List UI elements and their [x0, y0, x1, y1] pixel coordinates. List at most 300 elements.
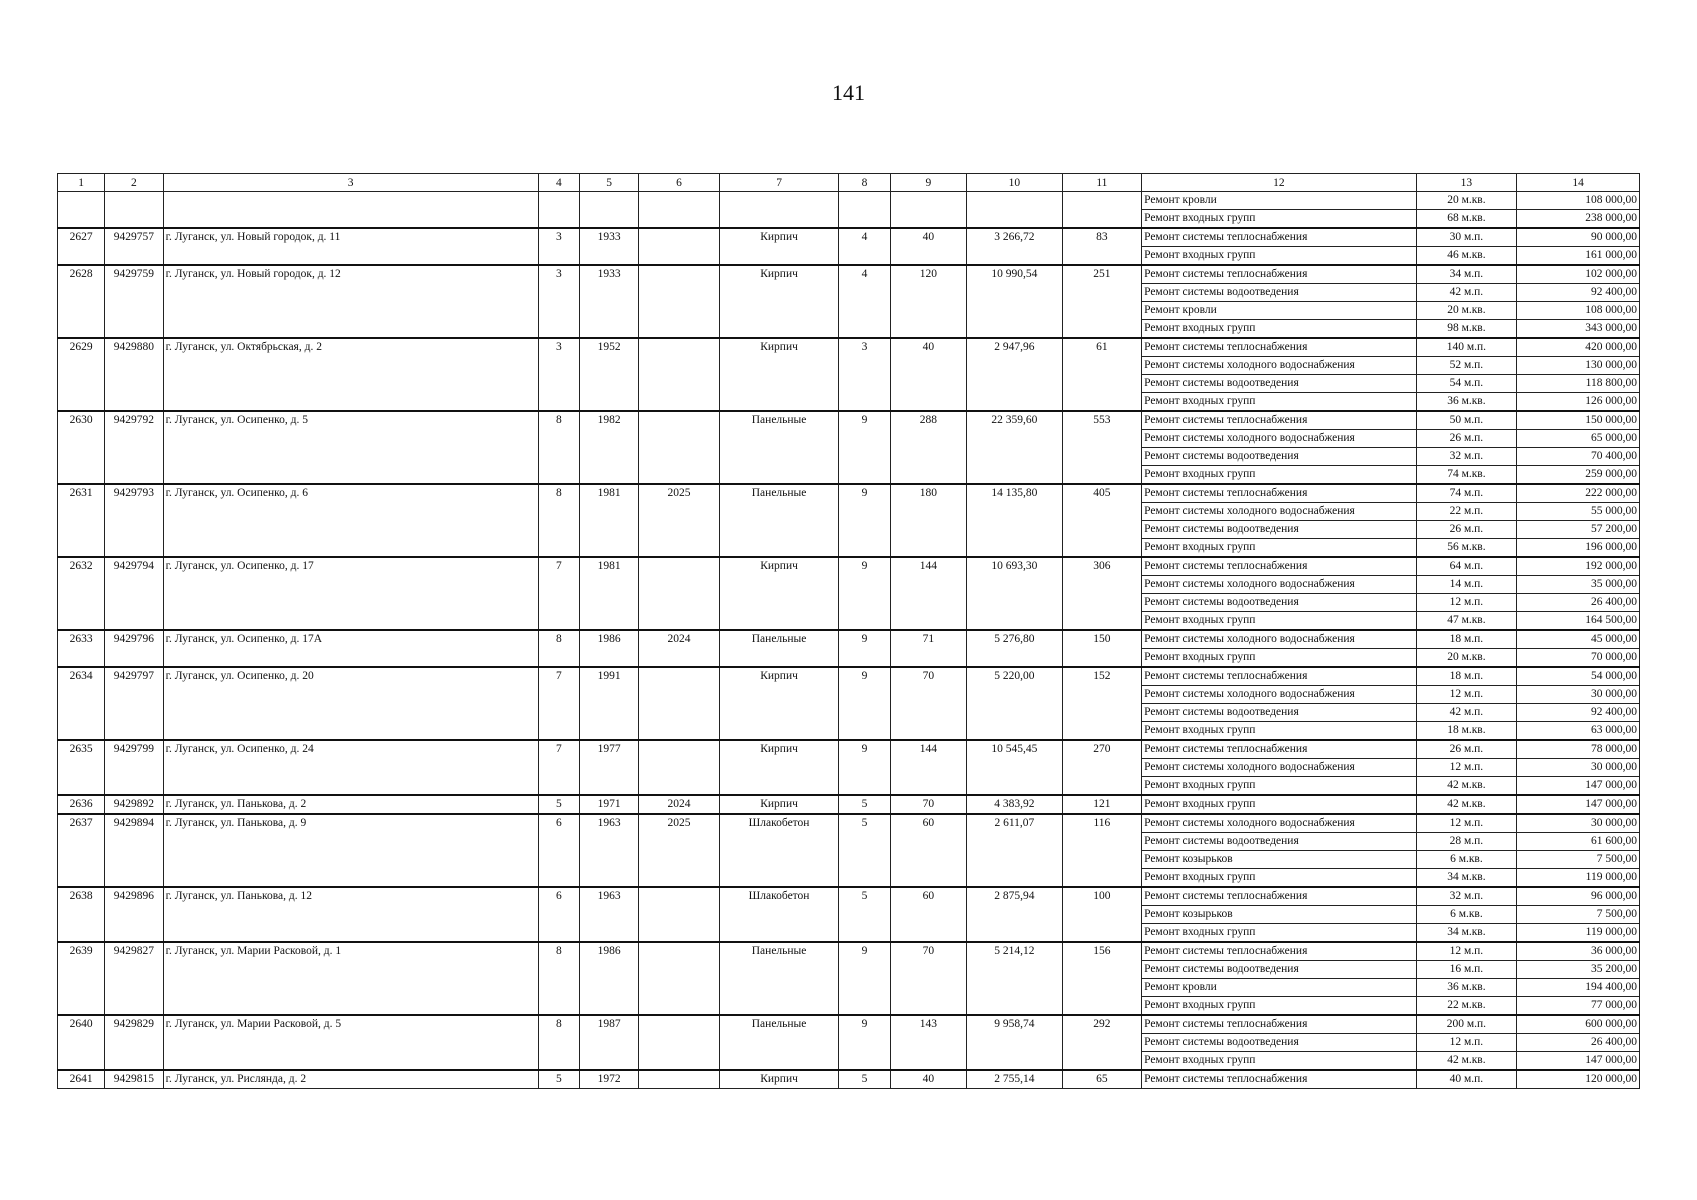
work-volume-cell: 6 м.кв. — [1416, 851, 1517, 869]
work-type-cell: Ремонт системы водоотведения — [1142, 704, 1417, 722]
table-row — [58, 557, 1640, 576]
column-header-2: 2 — [105, 174, 163, 192]
work-type-cell: Ремонт системы холодного водоснабжения — [1142, 503, 1417, 521]
address-cell: г. Луганск, ул. Марии Расковой, д. 5 — [163, 1015, 538, 1070]
residents-cell: 121 — [1062, 795, 1141, 814]
build-year-cell: 1987 — [579, 1015, 638, 1070]
work-cost-cell: 70 400,00 — [1517, 448, 1640, 466]
work-cost-cell: 45 000,00 — [1517, 630, 1640, 649]
work-type-cell: Ремонт козырьков — [1142, 906, 1417, 924]
work-volume-cell: 52 м.п. — [1416, 357, 1517, 375]
work-volume-cell: 26 м.п. — [1416, 740, 1517, 759]
row-number-cell: 2627 — [58, 228, 105, 265]
work-volume-cell: 54 м.п. — [1416, 375, 1517, 393]
residents-cell: 306 — [1062, 557, 1141, 630]
work-volume-cell: 36 м.кв. — [1416, 979, 1517, 997]
work-type-cell: Ремонт входных групп — [1142, 320, 1417, 339]
residents-cell: 83 — [1062, 228, 1141, 265]
build-year-cell: 1986 — [579, 942, 638, 1015]
object-code-cell: 9429796 — [105, 630, 163, 667]
work-type-cell: Ремонт системы теплоснабжения — [1142, 1015, 1417, 1034]
total-area-cell: 10 990,54 — [967, 265, 1063, 338]
build-year-cell: 1991 — [579, 667, 638, 740]
work-volume-cell: 12 м.п. — [1416, 942, 1517, 961]
total-area-cell: 2 875,94 — [967, 887, 1063, 942]
table-row — [58, 192, 1640, 210]
wall-material-cell: Панельные — [719, 1015, 839, 1070]
work-type-cell: Ремонт системы водоотведения — [1142, 1034, 1417, 1052]
row-number-cell: 2629 — [58, 338, 105, 411]
residents-cell: 405 — [1062, 484, 1141, 557]
floors-cell: 9 — [839, 667, 890, 740]
table-row — [58, 484, 1640, 503]
work-type-cell: Ремонт системы теплоснабжения — [1142, 740, 1417, 759]
floors-cell: 9 — [839, 630, 890, 667]
object-code-cell: 9429892 — [105, 795, 163, 814]
apartments-cell: 70 — [890, 942, 966, 1015]
floors-cell: 5 — [839, 814, 890, 887]
work-volume-cell: 42 м.п. — [1416, 704, 1517, 722]
work-type-cell: Ремонт входных групп — [1142, 539, 1417, 558]
object-code-cell: 9429794 — [105, 557, 163, 630]
column-header-13: 13 — [1416, 174, 1517, 192]
work-type-cell: Ремонт системы холодного водоснабжения — [1142, 430, 1417, 448]
work-volume-cell: 42 м.кв. — [1416, 777, 1517, 796]
residents-cell: 61 — [1062, 338, 1141, 411]
table-row — [58, 795, 1640, 814]
work-volume-cell: 46 м.кв. — [1416, 247, 1517, 266]
plan-year-cell — [639, 887, 719, 942]
work-cost-cell: 161 000,00 — [1517, 247, 1640, 266]
address-cell: г. Луганск, ул. Осипенко, д. 17 — [163, 557, 538, 630]
work-type-cell: Ремонт системы теплоснабжения — [1142, 557, 1417, 576]
work-type-cell: Ремонт входных групп — [1142, 869, 1417, 888]
wall-material-cell: Панельные — [719, 942, 839, 1015]
row-number-cell: 2630 — [58, 411, 105, 484]
table-row — [58, 1015, 1640, 1034]
build-year-cell — [579, 192, 638, 229]
floors-cell: 5 — [839, 1070, 890, 1089]
apartments-cell: 288 — [890, 411, 966, 484]
work-volume-cell: 28 м.п. — [1416, 833, 1517, 851]
total-area-cell: 10 693,30 — [967, 557, 1063, 630]
plan-year-cell — [639, 192, 719, 229]
work-type-cell: Ремонт системы холодного водоснабжения — [1142, 630, 1417, 649]
work-cost-cell: 7 500,00 — [1517, 851, 1640, 869]
floors-cell: 4 — [839, 228, 890, 265]
col-4-value-cell: 3 — [538, 265, 579, 338]
work-type-cell: Ремонт входных групп — [1142, 247, 1417, 266]
build-year-cell: 1981 — [579, 557, 638, 630]
object-code-cell: 9429896 — [105, 887, 163, 942]
col-4-value-cell: 8 — [538, 942, 579, 1015]
work-cost-cell: 420 000,00 — [1517, 338, 1640, 357]
work-volume-cell: 22 м.п. — [1416, 503, 1517, 521]
row-number-cell: 2633 — [58, 630, 105, 667]
col-4-value-cell: 3 — [538, 338, 579, 411]
apartments-cell: 180 — [890, 484, 966, 557]
total-area-cell: 5 276,80 — [967, 630, 1063, 667]
residents-cell: 116 — [1062, 814, 1141, 887]
work-volume-cell: 56 м.кв. — [1416, 539, 1517, 558]
work-type-cell: Ремонт системы водоотведения — [1142, 375, 1417, 393]
page-number: 141 — [832, 80, 865, 105]
work-volume-cell: 20 м.кв. — [1416, 302, 1517, 320]
registry-table — [57, 173, 1640, 1089]
column-header-1: 1 — [58, 174, 105, 192]
floors-cell: 5 — [839, 887, 890, 942]
work-type-cell: Ремонт системы теплоснабжения — [1142, 265, 1417, 284]
work-type-cell: Ремонт входных групп — [1142, 997, 1417, 1016]
total-area-cell: 14 135,80 — [967, 484, 1063, 557]
col-4-value-cell: 7 — [538, 557, 579, 630]
table-row — [58, 1070, 1640, 1089]
table-row — [58, 228, 1640, 247]
work-cost-cell: 77 000,00 — [1517, 997, 1640, 1016]
work-volume-cell: 74 м.кв. — [1416, 466, 1517, 485]
apartments-cell: 40 — [890, 338, 966, 411]
plan-year-cell — [639, 228, 719, 265]
plan-year-cell — [639, 942, 719, 1015]
work-type-cell: Ремонт входных групп — [1142, 393, 1417, 412]
object-code-cell: 9429894 — [105, 814, 163, 887]
apartments-cell — [890, 192, 966, 229]
work-cost-cell: 259 000,00 — [1517, 466, 1640, 485]
address-cell: г. Луганск, ул. Осипенко, д. 5 — [163, 411, 538, 484]
work-volume-cell: 18 м.кв. — [1416, 722, 1517, 741]
work-cost-cell: 92 400,00 — [1517, 704, 1640, 722]
work-volume-cell: 30 м.п. — [1416, 228, 1517, 247]
floors-cell: 5 — [839, 795, 890, 814]
work-cost-cell: 108 000,00 — [1517, 192, 1640, 210]
build-year-cell: 1981 — [579, 484, 638, 557]
address-cell: г. Луганск, ул. Марии Расковой, д. 1 — [163, 942, 538, 1015]
work-type-cell: Ремонт входных групп — [1142, 649, 1417, 668]
work-cost-cell: 120 000,00 — [1517, 1070, 1640, 1089]
total-area-cell — [967, 192, 1063, 229]
row-number-cell — [58, 192, 105, 229]
work-cost-cell: 147 000,00 — [1517, 795, 1640, 814]
wall-material-cell: Кирпич — [719, 795, 839, 814]
work-volume-cell: 12 м.п. — [1416, 814, 1517, 833]
address-cell: г. Луганск, ул. Осипенко, д. 20 — [163, 667, 538, 740]
apartments-cell: 40 — [890, 1070, 966, 1089]
work-volume-cell: 6 м.кв. — [1416, 906, 1517, 924]
table-row — [58, 942, 1640, 961]
object-code-cell: 9429797 — [105, 667, 163, 740]
table-row — [58, 265, 1640, 284]
work-cost-cell: 147 000,00 — [1517, 1052, 1640, 1071]
total-area-cell: 5 214,12 — [967, 942, 1063, 1015]
plan-year-cell — [639, 667, 719, 740]
work-type-cell: Ремонт входных групп — [1142, 924, 1417, 943]
floors-cell: 4 — [839, 265, 890, 338]
work-cost-cell: 63 000,00 — [1517, 722, 1640, 741]
apartments-cell: 60 — [890, 887, 966, 942]
work-volume-cell: 20 м.кв. — [1416, 192, 1517, 210]
work-type-cell: Ремонт системы холодного водоснабжения — [1142, 759, 1417, 777]
residents-cell: 65 — [1062, 1070, 1141, 1089]
plan-year-cell: 2024 — [639, 795, 719, 814]
work-type-cell: Ремонт системы теплоснабжения — [1142, 338, 1417, 357]
plan-year-cell — [639, 1015, 719, 1070]
work-volume-cell: 140 м.п. — [1416, 338, 1517, 357]
work-volume-cell: 22 м.кв. — [1416, 997, 1517, 1016]
table-row — [58, 338, 1640, 357]
work-type-cell: Ремонт входных групп — [1142, 722, 1417, 741]
column-header-14: 14 — [1517, 174, 1640, 192]
work-volume-cell: 32 м.п. — [1416, 887, 1517, 906]
work-cost-cell: 92 400,00 — [1517, 284, 1640, 302]
residents-cell — [1062, 192, 1141, 229]
work-cost-cell: 90 000,00 — [1517, 228, 1640, 247]
work-cost-cell: 26 400,00 — [1517, 1034, 1640, 1052]
object-code-cell: 9429827 — [105, 942, 163, 1015]
work-cost-cell: 238 000,00 — [1517, 210, 1640, 229]
work-cost-cell: 96 000,00 — [1517, 887, 1640, 906]
object-code-cell: 9429829 — [105, 1015, 163, 1070]
work-volume-cell: 18 м.п. — [1416, 630, 1517, 649]
floors-cell: 9 — [839, 942, 890, 1015]
work-volume-cell: 42 м.п. — [1416, 284, 1517, 302]
address-cell: г. Луганск, ул. Рисляндa, д. 2 — [163, 1070, 538, 1089]
apartments-cell: 60 — [890, 814, 966, 887]
work-type-cell: Ремонт кровли — [1142, 979, 1417, 997]
work-volume-cell: 47 м.кв. — [1416, 612, 1517, 631]
work-type-cell: Ремонт системы водоотведения — [1142, 594, 1417, 612]
work-cost-cell: 600 000,00 — [1517, 1015, 1640, 1034]
work-cost-cell: 130 000,00 — [1517, 357, 1640, 375]
build-year-cell: 1986 — [579, 630, 638, 667]
work-volume-cell: 34 м.п. — [1416, 265, 1517, 284]
column-header-10: 10 — [967, 174, 1063, 192]
work-cost-cell: 147 000,00 — [1517, 777, 1640, 796]
work-cost-cell: 102 000,00 — [1517, 265, 1640, 284]
work-type-cell: Ремонт системы водоотведения — [1142, 961, 1417, 979]
apartments-cell: 70 — [890, 667, 966, 740]
work-type-cell: Ремонт входных групп — [1142, 466, 1417, 485]
work-cost-cell: 78 000,00 — [1517, 740, 1640, 759]
total-area-cell: 2 611,07 — [967, 814, 1063, 887]
table-body — [58, 192, 1640, 1089]
work-type-cell: Ремонт системы теплоснабжения — [1142, 887, 1417, 906]
work-cost-cell: 54 000,00 — [1517, 667, 1640, 686]
apartments-cell: 71 — [890, 630, 966, 667]
object-code-cell: 9429793 — [105, 484, 163, 557]
floors-cell: 9 — [839, 740, 890, 795]
work-cost-cell: 119 000,00 — [1517, 924, 1640, 943]
column-header-9: 9 — [890, 174, 966, 192]
work-type-cell: Ремонт системы холодного водоснабжения — [1142, 357, 1417, 375]
work-type-cell: Ремонт системы водоотведения — [1142, 521, 1417, 539]
floors-cell: 9 — [839, 1015, 890, 1070]
table-row — [58, 814, 1640, 833]
work-type-cell: Ремонт козырьков — [1142, 851, 1417, 869]
build-year-cell: 1933 — [579, 228, 638, 265]
wall-material-cell: Панельные — [719, 411, 839, 484]
work-volume-cell: 40 м.п. — [1416, 1070, 1517, 1089]
table-row — [58, 630, 1640, 649]
wall-material-cell: Кирпич — [719, 338, 839, 411]
address-cell: г. Луганск, ул. Октябрьская, д. 2 — [163, 338, 538, 411]
work-cost-cell: 108 000,00 — [1517, 302, 1640, 320]
total-area-cell: 2 755,14 — [967, 1070, 1063, 1089]
work-type-cell: Ремонт системы холодного водоснабжения — [1142, 576, 1417, 594]
apartments-cell: 144 — [890, 557, 966, 630]
table-row — [58, 411, 1640, 430]
work-cost-cell: 119 000,00 — [1517, 869, 1640, 888]
object-code-cell: 9429799 — [105, 740, 163, 795]
column-header-11: 11 — [1062, 174, 1141, 192]
work-volume-cell: 12 м.п. — [1416, 686, 1517, 704]
work-cost-cell: 7 500,00 — [1517, 906, 1640, 924]
plan-year-cell — [639, 1070, 719, 1089]
object-code-cell — [105, 192, 163, 229]
work-cost-cell: 222 000,00 — [1517, 484, 1640, 503]
residents-cell: 251 — [1062, 265, 1141, 338]
apartments-cell: 70 — [890, 795, 966, 814]
apartments-cell: 144 — [890, 740, 966, 795]
residents-cell: 152 — [1062, 667, 1141, 740]
plan-year-cell — [639, 557, 719, 630]
plan-year-cell — [639, 265, 719, 338]
address-cell: г. Луганск, ул. Осипенко, д. 17А — [163, 630, 538, 667]
work-volume-cell: 42 м.кв. — [1416, 1052, 1517, 1071]
work-cost-cell: 55 000,00 — [1517, 503, 1640, 521]
build-year-cell: 1963 — [579, 814, 638, 887]
work-cost-cell: 61 600,00 — [1517, 833, 1640, 851]
work-volume-cell: 26 м.п. — [1416, 521, 1517, 539]
work-type-cell: Ремонт входных групп — [1142, 210, 1417, 229]
work-volume-cell: 74 м.п. — [1416, 484, 1517, 503]
work-type-cell: Ремонт системы холодного водоснабжения — [1142, 814, 1417, 833]
column-header-5: 5 — [579, 174, 638, 192]
table-row — [58, 667, 1640, 686]
col-4-value-cell: 8 — [538, 411, 579, 484]
work-cost-cell: 118 800,00 — [1517, 375, 1640, 393]
column-header-12: 12 — [1142, 174, 1417, 192]
work-type-cell: Ремонт системы теплоснабжения — [1142, 411, 1417, 430]
work-type-cell: Ремонт системы теплоснабжения — [1142, 484, 1417, 503]
work-type-cell: Ремонт системы водоотведения — [1142, 448, 1417, 466]
address-cell: г. Луганск, ул. Панькова, д. 9 — [163, 814, 538, 887]
col-4-value-cell: 8 — [538, 484, 579, 557]
floors-cell: 3 — [839, 338, 890, 411]
floors-cell: 9 — [839, 411, 890, 484]
residents-cell: 292 — [1062, 1015, 1141, 1070]
wall-material-cell: Кирпич — [719, 265, 839, 338]
work-volume-cell: 64 м.п. — [1416, 557, 1517, 576]
work-type-cell: Ремонт входных групп — [1142, 795, 1417, 814]
wall-material-cell: Кирпич — [719, 740, 839, 795]
row-number-cell: 2631 — [58, 484, 105, 557]
wall-material-cell: Панельные — [719, 484, 839, 557]
residents-cell: 150 — [1062, 630, 1141, 667]
work-volume-cell: 50 м.п. — [1416, 411, 1517, 430]
apartments-cell: 40 — [890, 228, 966, 265]
col-4-value-cell — [538, 192, 579, 229]
table-row — [58, 887, 1640, 906]
work-volume-cell: 26 м.п. — [1416, 430, 1517, 448]
col-4-value-cell: 3 — [538, 228, 579, 265]
wall-material-cell: Кирпич — [719, 228, 839, 265]
wall-material-cell — [719, 192, 839, 229]
build-year-cell: 1977 — [579, 740, 638, 795]
address-cell: г. Луганск, ул. Панькова, д. 12 — [163, 887, 538, 942]
total-area-cell: 4 383,92 — [967, 795, 1063, 814]
work-volume-cell: 12 м.п. — [1416, 759, 1517, 777]
wall-material-cell: Шлакобетон — [719, 887, 839, 942]
work-volume-cell: 98 м.кв. — [1416, 320, 1517, 339]
row-number-cell: 2632 — [58, 557, 105, 630]
build-year-cell: 1971 — [579, 795, 638, 814]
work-type-cell: Ремонт системы теплоснабжения — [1142, 1070, 1417, 1089]
work-type-cell: Ремонт входных групп — [1142, 777, 1417, 796]
column-header-6: 6 — [639, 174, 719, 192]
wall-material-cell: Кирпич — [719, 557, 839, 630]
work-volume-cell: 12 м.п. — [1416, 1034, 1517, 1052]
work-cost-cell: 36 000,00 — [1517, 942, 1640, 961]
total-area-cell: 2 947,96 — [967, 338, 1063, 411]
residents-cell: 270 — [1062, 740, 1141, 795]
column-header-8: 8 — [839, 174, 890, 192]
work-volume-cell: 68 м.кв. — [1416, 210, 1517, 229]
column-header-3: 3 — [163, 174, 538, 192]
address-cell: г. Луганск, ул. Осипенко, д. 6 — [163, 484, 538, 557]
plan-year-cell — [639, 740, 719, 795]
work-volume-cell: 12 м.п. — [1416, 594, 1517, 612]
plan-year-cell: 2025 — [639, 814, 719, 887]
floors-cell — [839, 192, 890, 229]
column-header-4: 4 — [538, 174, 579, 192]
work-cost-cell: 343 000,00 — [1517, 320, 1640, 339]
build-year-cell: 1972 — [579, 1070, 638, 1089]
row-number-cell: 2639 — [58, 942, 105, 1015]
work-volume-cell: 16 м.п. — [1416, 961, 1517, 979]
work-volume-cell: 14 м.п. — [1416, 576, 1517, 594]
work-type-cell: Ремонт системы водоотведения — [1142, 833, 1417, 851]
build-year-cell: 1982 — [579, 411, 638, 484]
residents-cell: 553 — [1062, 411, 1141, 484]
wall-material-cell: Шлакобетон — [719, 814, 839, 887]
row-number-cell: 2641 — [58, 1070, 105, 1089]
total-area-cell: 22 359,60 — [967, 411, 1063, 484]
floors-cell: 9 — [839, 557, 890, 630]
address-cell: г. Луганск, ул. Осипенко, д. 24 — [163, 740, 538, 795]
address-cell: г. Луганск, ул. Панькова, д. 2 — [163, 795, 538, 814]
wall-material-cell: Кирпич — [719, 667, 839, 740]
apartments-cell: 143 — [890, 1015, 966, 1070]
work-cost-cell: 126 000,00 — [1517, 393, 1640, 412]
column-header-7: 7 — [719, 174, 839, 192]
wall-material-cell: Панельные — [719, 630, 839, 667]
work-cost-cell: 65 000,00 — [1517, 430, 1640, 448]
total-area-cell: 3 266,72 — [967, 228, 1063, 265]
address-cell: г. Луганск, ул. Новый городок, д. 11 — [163, 228, 538, 265]
row-number-cell: 2628 — [58, 265, 105, 338]
work-type-cell: Ремонт кровли — [1142, 302, 1417, 320]
row-number-cell: 2636 — [58, 795, 105, 814]
floors-cell: 9 — [839, 484, 890, 557]
work-type-cell: Ремонт системы теплоснабжения — [1142, 228, 1417, 247]
work-type-cell: Ремонт системы теплоснабжения — [1142, 667, 1417, 686]
residents-cell: 156 — [1062, 942, 1141, 1015]
row-number-cell: 2637 — [58, 814, 105, 887]
build-year-cell: 1952 — [579, 338, 638, 411]
table-header — [58, 174, 1640, 192]
plan-year-cell — [639, 411, 719, 484]
work-type-cell: Ремонт входных групп — [1142, 612, 1417, 631]
